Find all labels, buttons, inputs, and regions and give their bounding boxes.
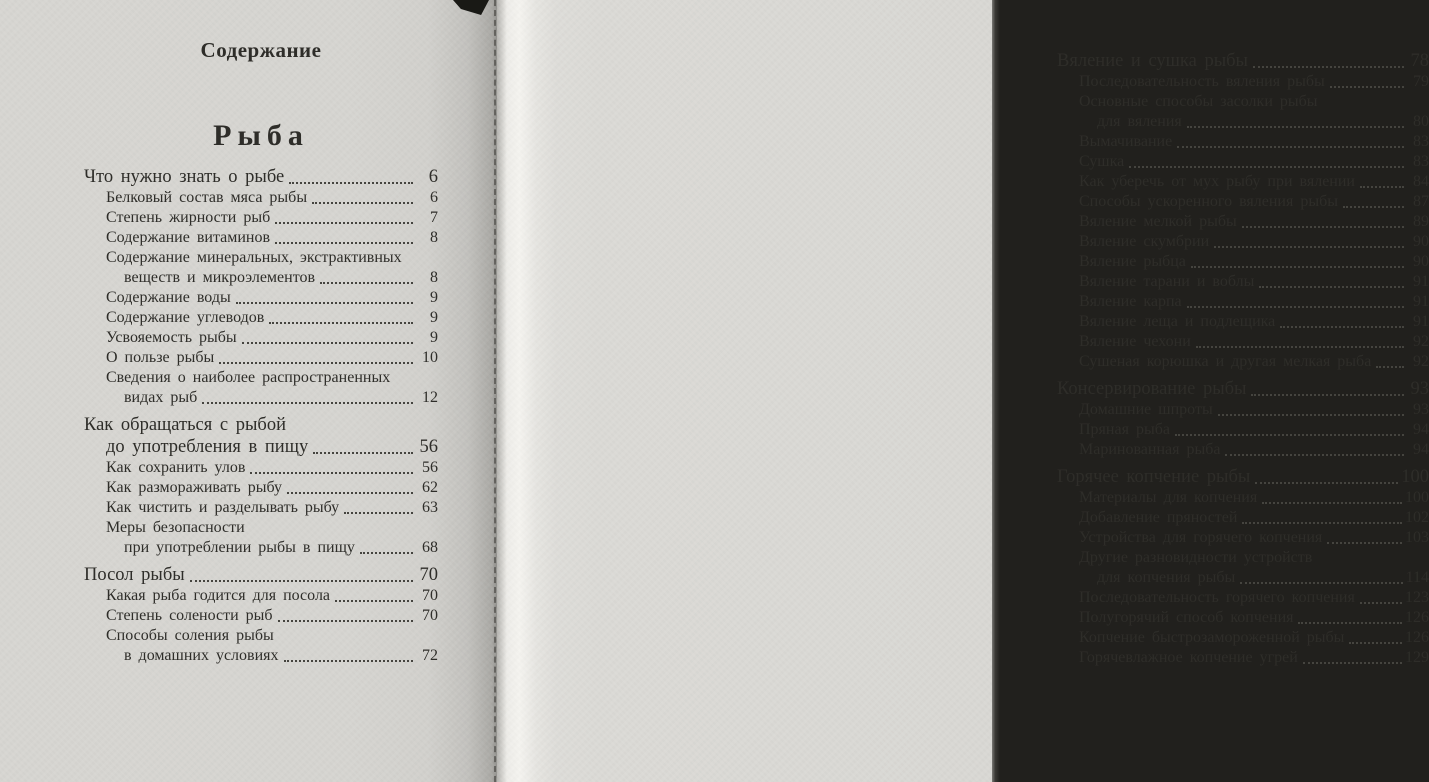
toc-entry-line1 bbox=[84, 626, 438, 646]
toc-entry-title: Степень солености рыб bbox=[106, 607, 273, 624]
toc-page-number: 90 bbox=[1413, 233, 1429, 250]
dot-leader bbox=[1360, 602, 1402, 604]
dot-leader bbox=[1253, 66, 1404, 68]
toc-entry-title: Содержание воды bbox=[106, 289, 231, 306]
toc-entry bbox=[84, 586, 438, 606]
dot-leader bbox=[278, 620, 413, 622]
toc-entry bbox=[1057, 548, 1429, 588]
toc-entry bbox=[1057, 92, 1429, 132]
dot-leader bbox=[1240, 582, 1402, 584]
toc-entry bbox=[84, 188, 438, 208]
dot-leader bbox=[202, 402, 413, 404]
toc-entry-title: Маринованная рыба bbox=[1079, 441, 1221, 458]
toc-entry-title: Вяление леща и подлещика bbox=[1079, 313, 1276, 330]
dot-leader bbox=[1251, 394, 1404, 396]
toc-page-number: 102 bbox=[1405, 509, 1429, 526]
toc-entry-row bbox=[1057, 420, 1429, 440]
toc-entry bbox=[1057, 172, 1429, 192]
toc-entry-row bbox=[1057, 50, 1429, 72]
toc-entry bbox=[1057, 608, 1429, 628]
toc-page-number: 93 bbox=[1413, 401, 1429, 418]
toc-entry-row bbox=[84, 288, 438, 308]
toc-entry-title: Усвояемость рыбы bbox=[106, 329, 237, 346]
toc-entry-title: Способы соления рыбы bbox=[106, 627, 274, 644]
toc-page-number: 56 bbox=[419, 437, 438, 457]
toc-entry bbox=[84, 626, 438, 666]
toc-entry-title: Вяление тарани и воблы bbox=[1079, 273, 1255, 290]
toc-entry bbox=[1057, 152, 1429, 172]
toc-entry bbox=[84, 368, 438, 408]
toc-entry-title: Содержание витаминов bbox=[106, 229, 271, 246]
toc-entry-row bbox=[84, 328, 438, 348]
toc-entry-line1 bbox=[1057, 92, 1429, 112]
dot-leader bbox=[320, 282, 413, 284]
toc-entry-row bbox=[1057, 112, 1429, 132]
toc-page-number: 100 bbox=[1401, 467, 1429, 487]
dot-leader bbox=[1218, 414, 1404, 416]
toc-entry-title: Устройства для горячего копчения bbox=[1079, 529, 1323, 546]
toc-entry-title: Сведения о наиболее распространенных bbox=[106, 369, 391, 386]
dot-leader bbox=[1129, 166, 1404, 168]
toc-page-number: 123 bbox=[1405, 589, 1429, 606]
toc-entry bbox=[84, 348, 438, 368]
part-title-fish: Рыба bbox=[213, 119, 309, 152]
dot-leader bbox=[1177, 146, 1404, 148]
dot-leader bbox=[344, 512, 413, 514]
toc-entry-line1 bbox=[84, 518, 438, 538]
dot-leader bbox=[275, 222, 413, 224]
toc-entry-line1 bbox=[1057, 548, 1429, 568]
dot-leader bbox=[1298, 622, 1402, 624]
toc-page-number: 93 bbox=[1410, 379, 1429, 399]
toc-entry-row bbox=[1057, 132, 1429, 152]
toc-entry bbox=[1057, 466, 1429, 488]
toc-entry-title: Как уберечь от мух рыбу при вялении bbox=[1079, 173, 1355, 190]
toc-page-number: 84 bbox=[1413, 173, 1429, 190]
toc-entry bbox=[84, 564, 438, 586]
toc-entry-line1 bbox=[84, 414, 438, 436]
toc-entry-row bbox=[1057, 192, 1429, 212]
toc-entry bbox=[84, 606, 438, 626]
toc-entry bbox=[1057, 420, 1429, 440]
toc-entry-title: Последовательность горячего копчения bbox=[1079, 589, 1355, 606]
toc-entry-title: Что нужно знать о рыбе bbox=[84, 167, 285, 187]
toc-page-number: 79 bbox=[1413, 73, 1429, 90]
toc-entry-row bbox=[1057, 352, 1429, 372]
dot-leader bbox=[1242, 522, 1402, 524]
dot-leader bbox=[1255, 482, 1398, 484]
toc-page-number: 126 bbox=[1405, 629, 1429, 646]
dot-leader bbox=[312, 202, 413, 204]
toc-entry-row bbox=[1057, 152, 1429, 172]
dot-leader bbox=[1360, 186, 1404, 188]
dot-leader bbox=[360, 552, 413, 554]
toc-entry-title: Как обращаться с рыбой bbox=[84, 415, 286, 435]
toc-page-number: 103 bbox=[1405, 529, 1429, 546]
toc-entry-title: Сушка bbox=[1079, 153, 1125, 170]
dot-leader bbox=[1214, 246, 1404, 248]
toc-entry bbox=[1057, 378, 1429, 400]
toc-entry-row bbox=[84, 208, 438, 228]
toc-entry bbox=[1057, 132, 1429, 152]
toc-page-number: 83 bbox=[1413, 133, 1429, 150]
dot-leader bbox=[1196, 346, 1404, 348]
toc-entry-row bbox=[1057, 648, 1429, 668]
toc-page-number: 68 bbox=[422, 539, 438, 556]
toc-entry bbox=[84, 248, 438, 288]
toc-entry-row bbox=[84, 268, 438, 288]
toc-entry-title: Полугорячий способ копчения bbox=[1079, 609, 1294, 626]
dot-leader bbox=[275, 242, 413, 244]
dot-leader bbox=[242, 342, 413, 344]
toc-entry-line1 bbox=[84, 368, 438, 388]
toc-entry-row bbox=[1057, 212, 1429, 232]
toc-entry bbox=[1057, 488, 1429, 508]
toc-entry-row bbox=[1057, 312, 1429, 332]
toc-page-number: 91 bbox=[1413, 273, 1429, 290]
toc-entry-row bbox=[1057, 440, 1429, 460]
toc-page-number: 63 bbox=[422, 499, 438, 516]
toc-entry-row bbox=[1057, 252, 1429, 272]
toc-page-number: 90 bbox=[1413, 253, 1429, 270]
toc-entry-row bbox=[1057, 508, 1429, 528]
toc-entry-row bbox=[84, 478, 438, 498]
toc-entry-line1 bbox=[84, 248, 438, 268]
dot-leader bbox=[335, 600, 413, 602]
toc-entry-row bbox=[84, 348, 438, 368]
dot-leader bbox=[1242, 226, 1404, 228]
toc-entry-row bbox=[1057, 466, 1429, 488]
toc-entry bbox=[1057, 528, 1429, 548]
toc-page-number: 9 bbox=[430, 289, 438, 306]
toc-entry-row bbox=[1057, 628, 1429, 648]
toc-page-number: 62 bbox=[422, 479, 438, 496]
toc-page-number: 91 bbox=[1413, 313, 1429, 330]
toc-entry-row bbox=[1057, 332, 1429, 352]
toc-page-number: 72 bbox=[422, 647, 438, 664]
dot-leader bbox=[1303, 662, 1402, 664]
toc-entry-row bbox=[1057, 172, 1429, 192]
toc-entry-title-cont: для вяления bbox=[1097, 113, 1182, 130]
toc-entry bbox=[1057, 192, 1429, 212]
toc-entry-title: Степень жирности рыб bbox=[106, 209, 271, 226]
toc-entry-row bbox=[1057, 378, 1429, 400]
toc-entry bbox=[1057, 312, 1429, 332]
toc-entry-title: Меры безопасности bbox=[106, 519, 245, 536]
toc-entry bbox=[84, 414, 438, 458]
toc-entry bbox=[1057, 292, 1429, 312]
toc-page-number: 91 bbox=[1413, 293, 1429, 310]
dot-leader bbox=[1262, 502, 1402, 504]
toc-entry-title: Какая рыба годится для посола bbox=[106, 587, 331, 604]
toc-page-number: 78 bbox=[1410, 51, 1429, 71]
toc-page-number: 114 bbox=[1405, 569, 1429, 586]
toc-entry-title: Вымачивание bbox=[1079, 133, 1173, 150]
toc-entry-row bbox=[84, 188, 438, 208]
toc-entry-row bbox=[84, 308, 438, 328]
toc-entry-row bbox=[84, 498, 438, 518]
toc-entry-row bbox=[84, 564, 438, 586]
toc-entry bbox=[1057, 50, 1429, 72]
toc-page-number: 9 bbox=[430, 309, 438, 326]
toc-page-number: 92 bbox=[1413, 333, 1429, 350]
right-page bbox=[497, 0, 1429, 782]
toc-entry-title: Вяление скумбрии bbox=[1079, 233, 1210, 250]
toc-entry-title: Вяление карпа bbox=[1079, 293, 1182, 310]
toc-entry-title: Горячее копчение рыбы bbox=[1057, 467, 1251, 487]
toc-entry bbox=[1057, 332, 1429, 352]
dot-leader bbox=[1343, 206, 1404, 208]
dot-leader bbox=[1225, 454, 1404, 456]
toc-page-number: 92 bbox=[1413, 353, 1429, 370]
toc-page-number: 87 bbox=[1413, 193, 1429, 210]
toc-entry-title: Горячевлажное копчение угрей bbox=[1079, 649, 1298, 666]
toc-entry bbox=[84, 288, 438, 308]
left-page-toc bbox=[84, 38, 438, 666]
toc-entry-row bbox=[1057, 272, 1429, 292]
toc-entry bbox=[84, 228, 438, 248]
toc-entry-title: Вяление мелкой рыбы bbox=[1079, 213, 1237, 230]
toc-entry-row bbox=[1057, 232, 1429, 252]
toc-entry-title-cont: в домашних условиях bbox=[124, 647, 279, 664]
dot-leader bbox=[250, 472, 413, 474]
toc-entry-title: Другие разновидности устройств bbox=[1079, 549, 1313, 566]
toc-page-number: 7 bbox=[430, 209, 438, 226]
toc-entry-row bbox=[1057, 292, 1429, 312]
toc-entry bbox=[1057, 272, 1429, 292]
toc-entry-title: Основные способы засолки рыбы bbox=[1079, 93, 1318, 110]
dot-leader bbox=[219, 362, 413, 364]
toc-page-number: 83 bbox=[1413, 153, 1429, 170]
toc-entry bbox=[1057, 648, 1429, 668]
dot-leader bbox=[236, 302, 413, 304]
toc-entry-title: Как сохранить улов bbox=[106, 459, 246, 476]
toc-entry-title-cont: для копчения рыбы bbox=[1097, 569, 1236, 586]
toc-page-number: 100 bbox=[1405, 489, 1429, 506]
toc-entry-row bbox=[1057, 588, 1429, 608]
toc-entry-row bbox=[84, 458, 438, 478]
toc-entry-row bbox=[84, 436, 438, 458]
toc-page-number: 6 bbox=[430, 189, 438, 206]
dot-leader bbox=[1280, 326, 1404, 328]
toc-page-number: 8 bbox=[430, 229, 438, 246]
toc-entry-title: Копчение быстрозамороженной рыбы bbox=[1079, 629, 1345, 646]
toc-entry bbox=[1057, 400, 1429, 420]
dot-leader bbox=[269, 322, 413, 324]
dot-leader bbox=[1327, 542, 1402, 544]
dot-leader bbox=[313, 452, 413, 454]
toc-entry-row bbox=[1057, 528, 1429, 548]
toc-list-right bbox=[1057, 50, 1429, 668]
toc-entry bbox=[1057, 232, 1429, 252]
dot-leader bbox=[190, 580, 413, 582]
left-page bbox=[0, 0, 497, 782]
toc-entry-title: Пряная рыба bbox=[1079, 421, 1170, 438]
toc-page-number: 80 bbox=[1413, 113, 1429, 130]
toc-entry-title: Домашние шпроты bbox=[1079, 401, 1213, 418]
toc-page-number: 10 bbox=[422, 349, 438, 366]
toc-entry-title: Содержание углеводов bbox=[106, 309, 265, 326]
toc-entry-row bbox=[84, 586, 438, 606]
toc-entry-row bbox=[84, 646, 438, 666]
toc-entry-title: Консервирование рыбы bbox=[1057, 379, 1247, 399]
toc-entry-row bbox=[1057, 488, 1429, 508]
toc-entry-row bbox=[84, 538, 438, 558]
toc-entry bbox=[1057, 588, 1429, 608]
toc-entry bbox=[1057, 352, 1429, 372]
toc-entry-title: Материалы для копчения bbox=[1079, 489, 1258, 506]
toc-entry-row bbox=[1057, 400, 1429, 420]
toc-entry-title: О пользе рыбы bbox=[106, 349, 215, 366]
toc-entry-title: Последовательность вяления рыбы bbox=[1079, 73, 1325, 90]
toc-entry bbox=[84, 478, 438, 498]
toc-entry-title: Посол рыбы bbox=[84, 565, 185, 585]
toc-entry bbox=[84, 308, 438, 328]
dot-leader bbox=[1330, 86, 1404, 88]
toc-entry-title: Вяление рыбца bbox=[1079, 253, 1186, 270]
spine-crease bbox=[494, 0, 496, 782]
paper-texture bbox=[497, 0, 993, 782]
contents-title: Содержание bbox=[200, 38, 322, 62]
toc-entry-row bbox=[84, 166, 438, 188]
toc-entry-title: Как размораживать рыбу bbox=[106, 479, 282, 496]
toc-entry-row bbox=[1057, 608, 1429, 628]
toc-entry bbox=[1057, 628, 1429, 648]
dot-leader bbox=[1191, 266, 1404, 268]
toc-entry-row bbox=[84, 228, 438, 248]
toc-page-number: 70 bbox=[419, 565, 438, 585]
toc-list-left bbox=[84, 166, 438, 666]
toc-page-number: 8 bbox=[430, 269, 438, 286]
toc-entry-title: Способы ускоренного вяления рыбы bbox=[1079, 193, 1338, 210]
toc-page-number: 12 bbox=[422, 389, 438, 406]
dot-leader bbox=[1187, 126, 1404, 128]
toc-entry bbox=[84, 518, 438, 558]
toc-entry bbox=[1057, 508, 1429, 528]
toc-entry bbox=[1057, 72, 1429, 92]
toc-page-number: 129 bbox=[1405, 649, 1429, 666]
toc-entry-row bbox=[84, 606, 438, 626]
toc-entry bbox=[84, 498, 438, 518]
toc-entry-row bbox=[1057, 568, 1429, 588]
toc-entry bbox=[84, 458, 438, 478]
toc-page-number: 6 bbox=[428, 167, 438, 187]
toc-entry-title-cont: при употреблении рыбы в пищу bbox=[124, 539, 355, 556]
toc-entry-title-cont: веществ и микроэлементов bbox=[124, 269, 316, 286]
toc-page-number: 94 bbox=[1413, 421, 1429, 438]
toc-page-number: 70 bbox=[422, 587, 438, 604]
toc-page-number: 94 bbox=[1413, 441, 1429, 458]
dot-leader bbox=[289, 182, 413, 184]
dot-leader bbox=[1259, 286, 1404, 288]
toc-entry bbox=[84, 328, 438, 348]
toc-page-number: 70 bbox=[422, 607, 438, 624]
toc-entry bbox=[84, 208, 438, 228]
toc-entry-title: Сушеная корюшка и другая мелкая рыба bbox=[1079, 353, 1372, 370]
toc-entry-title: Вяление и сушка рыбы bbox=[1057, 51, 1248, 71]
right-page-toc bbox=[1057, 44, 1429, 668]
toc-entry bbox=[1057, 440, 1429, 460]
toc-page-number: 89 bbox=[1413, 213, 1429, 230]
dot-leader bbox=[1349, 642, 1402, 644]
toc-entry-title: Содержание минеральных, экстрактивных bbox=[106, 249, 402, 266]
toc-entry bbox=[1057, 252, 1429, 272]
toc-entry bbox=[1057, 212, 1429, 232]
toc-page-number: 56 bbox=[422, 459, 438, 476]
toc-page-number: 9 bbox=[430, 329, 438, 346]
dot-leader bbox=[287, 492, 413, 494]
toc-entry-row bbox=[1057, 72, 1429, 92]
toc-entry-title: Вяление чехони bbox=[1079, 333, 1191, 350]
dot-leader bbox=[1376, 366, 1404, 368]
toc-entry-title-cont: видах рыб bbox=[124, 389, 198, 406]
dot-leader bbox=[284, 660, 413, 662]
toc-entry-title-cont: до употребления в пищу bbox=[106, 437, 309, 457]
toc-entry-title: Как чистить и разделывать рыбу bbox=[106, 499, 340, 516]
dot-leader bbox=[1187, 306, 1404, 308]
toc-entry-title: Белковый состав мяса рыбы bbox=[106, 189, 308, 206]
toc-page-number: 126 bbox=[1405, 609, 1429, 626]
toc-entry-title: Добавление пряностей bbox=[1079, 509, 1238, 526]
toc-entry bbox=[84, 166, 438, 188]
toc-entry-row bbox=[84, 388, 438, 408]
scan-edge bbox=[992, 0, 1000, 782]
dot-leader bbox=[1175, 434, 1404, 436]
